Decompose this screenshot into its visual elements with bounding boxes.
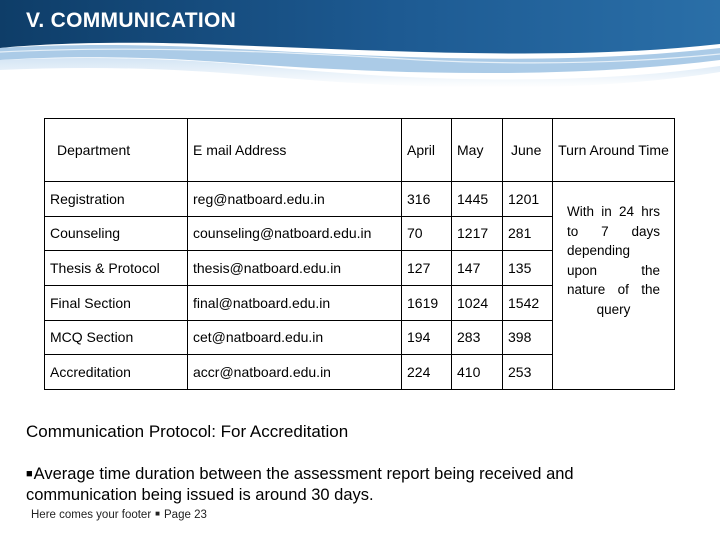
slide-title: V. COMMUNICATION xyxy=(26,9,237,32)
cell-email: final@natboard.edu.in xyxy=(188,285,402,320)
cell-email: accr@natboard.edu.in xyxy=(188,355,402,390)
header-april: April xyxy=(402,119,452,182)
cell-may: 1445 xyxy=(452,182,503,217)
footer-separator-icon: ■ xyxy=(155,509,161,518)
cell-april: 1619 xyxy=(402,285,452,320)
cell-email: reg@natboard.edu.in xyxy=(188,182,402,217)
cell-department: Registration xyxy=(45,182,188,217)
cell-may: 1024 xyxy=(452,285,503,320)
cell-may: 410 xyxy=(452,355,503,390)
cell-department: Thesis & Protocol xyxy=(45,251,188,286)
header-band xyxy=(0,0,720,100)
cell-april: 224 xyxy=(402,355,452,390)
cell-email: thesis@natboard.edu.in xyxy=(188,251,402,286)
cell-department: Counseling xyxy=(45,216,188,251)
cell-department: MCQ Section xyxy=(45,320,188,355)
cell-april: 70 xyxy=(402,216,452,251)
cell-email: cet@natboard.edu.in xyxy=(188,320,402,355)
cell-email: counseling@natboard.edu.in xyxy=(188,216,402,251)
cell-june: 135 xyxy=(503,251,553,286)
table-row xyxy=(45,182,675,217)
cell-april: 194 xyxy=(402,320,452,355)
footer xyxy=(31,509,207,521)
cell-department: Final Section xyxy=(45,285,188,320)
bullet-paragraph xyxy=(26,464,686,506)
header-turnaround: Turn Around Time xyxy=(553,119,675,182)
cell-may: 1217 xyxy=(452,216,503,251)
turnaround-time-cell: With in 24 hrs to 7 days depending upon the nature of the query xyxy=(553,182,675,390)
footer-text: Here comes your footer xyxy=(31,509,152,521)
cell-june: 1542 xyxy=(503,285,553,320)
page-number: Page 23 xyxy=(164,509,207,521)
communication-table xyxy=(44,118,675,390)
header-june: June xyxy=(503,119,553,182)
cell-june: 281 xyxy=(503,216,553,251)
header-department: Department xyxy=(45,119,188,182)
communication-table-container xyxy=(44,118,674,390)
cell-june: 398 xyxy=(503,320,553,355)
cell-june: 253 xyxy=(503,355,553,390)
header-may: May xyxy=(452,119,503,182)
cell-department: Accreditation xyxy=(45,355,188,390)
cell-may: 147 xyxy=(452,251,503,286)
cell-june: 1201 xyxy=(503,182,553,217)
bullet-square-icon: ■ xyxy=(26,468,33,480)
cell-may: 283 xyxy=(452,320,503,355)
section-heading: Communication Protocol: For Accreditation xyxy=(26,422,349,441)
header-email: E mail Address xyxy=(188,119,402,182)
cell-april: 127 xyxy=(402,251,452,286)
cell-april: 316 xyxy=(402,182,452,217)
bullet-text: Average time duration between the assessment report being received and communication being issued is around 30 days. xyxy=(26,465,574,504)
table-header-row xyxy=(45,119,675,182)
